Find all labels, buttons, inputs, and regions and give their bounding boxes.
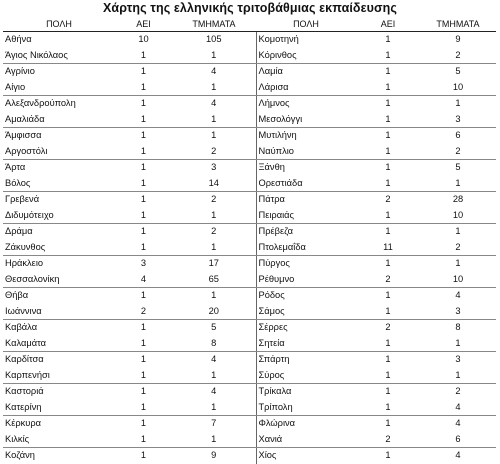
aei-cell: 1 xyxy=(385,98,391,108)
departments-cell: 8 xyxy=(455,322,461,332)
city-cell: Ζάκυνθος xyxy=(3,240,115,256)
city-cell: Κέρκυρα xyxy=(5,418,42,428)
departments-cell: 1 xyxy=(455,98,461,108)
aei-cell: 1 xyxy=(356,400,420,416)
aei-cell: 1 xyxy=(140,194,147,204)
universities-table xyxy=(3,17,496,464)
page-title: Χάρτης της ελληνικής τριτοβάθμιας εκπαίδευσης xyxy=(102,1,397,15)
city-cell: Θεσσαλονίκη xyxy=(3,272,115,288)
table-row xyxy=(3,208,496,224)
city-cell: Άμφισσα xyxy=(5,130,42,140)
table-row xyxy=(3,368,496,384)
aei-cell: 1 xyxy=(115,240,172,256)
aei-cell: 1 xyxy=(115,112,172,128)
column-header-departments: ΤΜΗΜΑΤΑ xyxy=(172,17,256,32)
city-cell: Θήβα xyxy=(5,290,29,300)
city-cell: Κιλκίς xyxy=(3,432,115,448)
city-cell: Πύργος xyxy=(258,258,290,268)
city-cell: Χίος xyxy=(258,450,277,460)
table-row xyxy=(3,48,496,64)
table-row xyxy=(3,240,496,256)
aei-cell: 1 xyxy=(140,354,147,364)
aei-cell: 11 xyxy=(356,240,420,256)
table-row xyxy=(3,144,496,160)
city-cell: Δράμα xyxy=(5,226,33,236)
city-cell: Ιωάννινα xyxy=(3,304,115,320)
city-cell: Χανιά xyxy=(256,432,356,448)
departments-cell: 9 xyxy=(455,34,461,44)
aei-cell: 1 xyxy=(140,418,147,428)
table-row xyxy=(3,192,496,208)
departments-cell: 4 xyxy=(455,290,461,300)
aei-cell: 2 xyxy=(115,304,172,320)
table-row xyxy=(3,64,496,80)
table-row xyxy=(3,400,496,416)
departments-cell: 4 xyxy=(455,418,461,428)
departments-cell: 3 xyxy=(420,112,496,128)
city-cell: Αίγιο xyxy=(3,80,115,96)
departments-cell: 1 xyxy=(172,128,256,144)
city-cell: Άρτα xyxy=(5,162,26,172)
departments-cell: 1 xyxy=(420,176,496,192)
aei-cell: 1 xyxy=(385,450,391,460)
aei-cell: 1 xyxy=(140,450,147,460)
aei-cell: 1 xyxy=(115,48,172,64)
city-cell: Μυτιλήνη xyxy=(258,130,297,140)
aei-cell: 1 xyxy=(140,130,147,140)
city-cell: Καστοριά xyxy=(5,386,44,396)
aei-cell: 1 xyxy=(385,226,391,236)
departments-cell: 1 xyxy=(455,226,461,236)
city-cell: Ρέθυμνο xyxy=(256,272,356,288)
departments-cell: 3 xyxy=(455,354,461,364)
aei-cell: 1 xyxy=(140,290,147,300)
city-cell: Λαμία xyxy=(258,66,283,76)
city-cell: Σύρος xyxy=(256,368,356,384)
aei-cell: 1 xyxy=(385,386,391,396)
city-cell: Κόρινθος xyxy=(256,48,356,64)
table-row xyxy=(3,352,496,368)
departments-cell: 4 xyxy=(420,400,496,416)
column-header-city: ΠΟΛΗ xyxy=(3,17,115,32)
city-cell: Ηράκλειο xyxy=(5,258,44,268)
city-cell: Μεσολόγγι xyxy=(256,112,356,128)
city-cell: Σέρρες xyxy=(258,322,288,332)
table-row xyxy=(3,224,496,240)
aei-cell: 10 xyxy=(138,34,149,44)
aei-cell: 1 xyxy=(356,48,420,64)
aei-cell: 1 xyxy=(385,290,391,300)
aei-cell: 1 xyxy=(385,354,391,364)
city-cell: Αργοστόλι xyxy=(3,144,115,160)
table-row xyxy=(3,288,496,304)
aei-cell: 1 xyxy=(115,144,172,160)
aei-cell: 4 xyxy=(115,272,172,288)
departments-cell: 5 xyxy=(455,162,461,172)
departments-cell: 10 xyxy=(420,80,496,96)
departments-cell: 7 xyxy=(172,416,256,432)
departments-cell: 1 xyxy=(455,258,461,268)
aei-cell: 1 xyxy=(115,176,172,192)
column-header-city: ΠΟΛΗ xyxy=(256,17,356,32)
aei-cell: 1 xyxy=(385,162,391,172)
departments-cell: 1 xyxy=(172,288,256,304)
table-row xyxy=(3,432,496,448)
city-cell: Ρόδος xyxy=(258,290,285,300)
departments-cell: 5 xyxy=(172,320,256,336)
city-cell: Σπάρτη xyxy=(258,354,290,364)
aei-cell: 1 xyxy=(115,432,172,448)
city-cell: Καρδίτσα xyxy=(5,354,44,364)
aei-cell: 2 xyxy=(356,432,420,448)
departments-cell: 1 xyxy=(420,336,496,352)
city-cell: Σητεία xyxy=(256,336,356,352)
departments-cell: 14 xyxy=(172,176,256,192)
city-cell: Πρέβεζα xyxy=(258,226,293,236)
departments-cell: 6 xyxy=(455,130,461,140)
aei-cell: 2 xyxy=(385,194,391,204)
aei-cell: 1 xyxy=(356,336,420,352)
city-cell: Τρίπολη xyxy=(256,400,356,416)
city-cell: Αλεξανδρούπολη xyxy=(5,98,76,108)
table-row xyxy=(3,272,496,288)
table-row xyxy=(3,160,496,176)
aei-cell: 1 xyxy=(140,322,147,332)
departments-cell: 1 xyxy=(172,400,256,416)
aei-cell: 1 xyxy=(140,386,147,396)
departments-cell: 1 xyxy=(172,80,256,96)
aei-cell: 3 xyxy=(140,258,147,268)
table-row xyxy=(3,384,496,400)
city-cell: Λήμνος xyxy=(258,98,290,108)
departments-cell: 1 xyxy=(172,48,256,64)
table-row xyxy=(3,336,496,352)
city-cell: Γρεβενά xyxy=(5,194,40,204)
table-row xyxy=(3,256,496,272)
column-header-departments: ΤΜΗΜΑΤΑ xyxy=(420,17,496,32)
aei-cell: 1 xyxy=(356,304,420,320)
table-row xyxy=(3,176,496,192)
departments-cell: 3 xyxy=(172,160,256,176)
table-row xyxy=(3,32,496,48)
departments-cell: 4 xyxy=(455,450,461,460)
departments-cell: 4 xyxy=(172,96,256,112)
departments-cell: 2 xyxy=(172,144,256,160)
departments-cell: 1 xyxy=(172,112,256,128)
city-cell: Τρίκαλα xyxy=(258,386,292,396)
departments-cell: 2 xyxy=(420,48,496,64)
column-header-aei: ΑΕΙ xyxy=(356,17,420,32)
city-cell: Πτολεμαΐδα xyxy=(256,240,356,256)
city-cell: Καλαμάτα xyxy=(3,336,115,352)
city-cell: Ναύπλιο xyxy=(256,144,356,160)
aei-cell: 1 xyxy=(356,368,420,384)
departments-cell: 2 xyxy=(420,144,496,160)
departments-cell: 10 xyxy=(420,208,496,224)
departments-cell: 1 xyxy=(172,240,256,256)
departments-cell: 6 xyxy=(420,432,496,448)
aei-cell: 1 xyxy=(115,368,172,384)
aei-cell: 1 xyxy=(385,130,391,140)
aei-cell: 1 xyxy=(140,162,147,172)
aei-cell: 1 xyxy=(356,176,420,192)
departments-cell: 4 xyxy=(172,352,256,368)
city-cell: Φλώρινα xyxy=(258,418,296,428)
aei-cell: 1 xyxy=(140,226,147,236)
departments-cell: 65 xyxy=(172,272,256,288)
city-cell: Κομοτηνή xyxy=(258,34,299,44)
departments-cell: 20 xyxy=(172,304,256,320)
city-cell: Ξάνθη xyxy=(258,162,285,172)
departments-cell: 1 xyxy=(172,208,256,224)
table-row xyxy=(3,416,496,432)
city-cell: Λάρισα xyxy=(256,80,356,96)
departments-cell: 3 xyxy=(420,304,496,320)
table-body xyxy=(3,32,496,464)
aei-cell: 1 xyxy=(115,208,172,224)
city-cell: Κοζάνη xyxy=(5,450,35,460)
aei-cell: 1 xyxy=(356,112,420,128)
city-cell: Σάμος xyxy=(256,304,356,320)
city-cell: Πειραιάς xyxy=(256,208,356,224)
departments-cell: 1 xyxy=(172,368,256,384)
table-row xyxy=(3,320,496,336)
aei-cell: 1 xyxy=(140,98,147,108)
city-cell: Κατερίνη xyxy=(3,400,115,416)
aei-cell: 1 xyxy=(356,80,420,96)
aei-cell: 1 xyxy=(385,418,391,428)
aei-cell: 1 xyxy=(115,80,172,96)
aei-cell: 1 xyxy=(385,34,391,44)
departments-cell: 28 xyxy=(452,194,464,204)
departments-cell: 2 xyxy=(455,386,461,396)
city-cell: Διδυμότειχο xyxy=(3,208,115,224)
aei-cell: 1 xyxy=(115,400,172,416)
table-row xyxy=(3,128,496,144)
city-cell: Άγιος Νικόλαος xyxy=(3,48,115,64)
city-cell: Καρπενήσι xyxy=(3,368,115,384)
city-cell: Βόλος xyxy=(3,176,115,192)
aei-cell: 1 xyxy=(140,66,147,76)
aei-cell: 1 xyxy=(385,66,391,76)
aei-cell: 1 xyxy=(356,208,420,224)
city-cell: Καβάλα xyxy=(5,322,38,332)
departments-cell: 1 xyxy=(420,368,496,384)
column-header-aei: ΑΕΙ xyxy=(115,17,172,32)
table-header-row xyxy=(3,17,496,32)
departments-cell: 5 xyxy=(455,66,461,76)
table-row xyxy=(3,80,496,96)
departments-cell: 8 xyxy=(172,336,256,352)
departments-cell: 4 xyxy=(172,384,256,400)
aei-cell: 1 xyxy=(115,336,172,352)
table-row xyxy=(3,96,496,112)
departments-cell: 10 xyxy=(420,272,496,288)
table-row xyxy=(3,304,496,320)
departments-cell: 2 xyxy=(172,192,256,208)
departments-cell: 9 xyxy=(172,448,256,464)
city-cell: Αμαλιάδα xyxy=(3,112,115,128)
table-row xyxy=(3,448,496,464)
departments-cell: 17 xyxy=(172,256,256,272)
aei-cell: 2 xyxy=(385,322,391,332)
departments-cell: 105 xyxy=(172,32,256,48)
city-cell: Ορεστιάδα xyxy=(256,176,356,192)
departments-cell: 2 xyxy=(420,240,496,256)
departments-cell: 2 xyxy=(172,224,256,240)
aei-cell: 2 xyxy=(356,272,420,288)
city-cell: Πάτρα xyxy=(258,194,285,204)
aei-cell: 1 xyxy=(356,144,420,160)
city-cell: Αγρίνιο xyxy=(5,66,35,76)
departments-cell: 1 xyxy=(172,432,256,448)
aei-cell: 1 xyxy=(385,258,391,268)
city-cell: Αθήνα xyxy=(5,34,32,44)
table-row xyxy=(3,112,496,128)
departments-cell: 4 xyxy=(172,64,256,80)
